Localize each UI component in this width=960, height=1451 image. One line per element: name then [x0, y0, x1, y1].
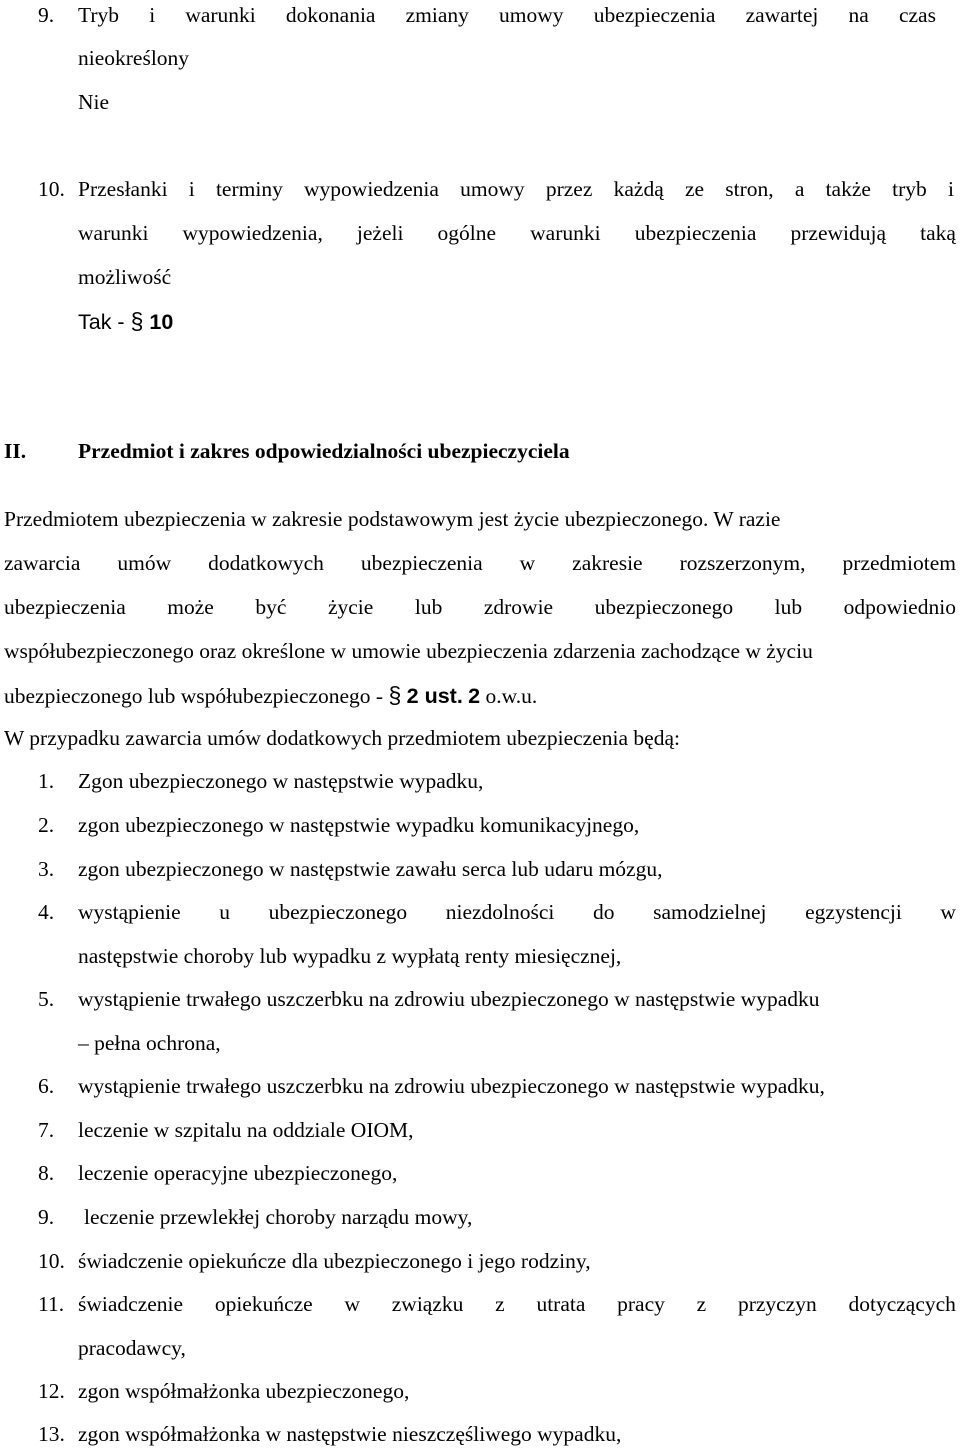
paragraph-line-3	[4, 594, 956, 620]
list-item: Zgon ubezpieczonego w następstwie wypadku,	[78, 769, 484, 793]
list-item: wystąpienie trwałego uszczerbku na zdrowiu ubezpieczonego w następstwie wypadku,	[78, 1074, 825, 1098]
word: także	[825, 177, 871, 201]
word: wypowiedzenia,	[182, 221, 323, 245]
word: zawarcia	[4, 551, 81, 575]
word: dodatkowych	[208, 551, 324, 575]
word: czas	[898, 3, 936, 27]
word: dokonania	[285, 3, 376, 27]
word: może	[167, 595, 214, 619]
paragraph-line-5	[4, 682, 537, 709]
list-item-number: 1.	[38, 769, 55, 793]
word: umowy	[499, 3, 564, 27]
list-item-number: 5.	[38, 987, 55, 1011]
list-item-number: 6.	[38, 1074, 55, 1098]
item-10-title-line2	[78, 220, 956, 246]
word: ze	[684, 177, 705, 201]
section-symbol: §	[388, 682, 402, 708]
word: odpowiednio	[843, 595, 956, 619]
word: utrata	[536, 1292, 586, 1316]
word: u	[219, 900, 231, 924]
item-9-answer: Nie	[78, 90, 110, 114]
word: wystąpienie	[78, 900, 181, 924]
paragraph-line-4: współubezpieczonego oraz określone w umowie ubezpieczenia zdarzenia zachodzące w życiu	[4, 639, 813, 663]
word: a	[794, 177, 805, 201]
item-9-title-line1	[78, 2, 936, 28]
word: w	[344, 1292, 360, 1316]
list-item-number: 8.	[38, 1161, 55, 1185]
word: Tryb	[78, 3, 120, 27]
list-item-number: 4.	[38, 900, 55, 924]
list-item: świadczenie opiekuńcze dla ubezpieczonego i jego rodziny,	[78, 1249, 591, 1273]
list-item-number: 10.	[38, 1249, 65, 1273]
word: i	[947, 177, 954, 201]
word: dotyczących	[848, 1292, 956, 1316]
word: z	[696, 1292, 707, 1316]
reference-number: 2	[468, 684, 481, 708]
word: ubezpieczenia	[634, 221, 757, 245]
word: lub	[414, 595, 443, 619]
word: umowy	[460, 177, 525, 201]
word: wypowiedzenia	[304, 177, 439, 201]
word: tryb	[892, 177, 927, 201]
word: zakresie	[572, 551, 643, 575]
word: lub	[774, 595, 803, 619]
word: taką	[920, 221, 956, 245]
list-item	[78, 1291, 956, 1317]
paragraph-line-2	[4, 550, 956, 576]
list-item: zgon ubezpieczonego w następstwie zawału serca lub udaru mózgu,	[78, 857, 663, 881]
word: ubezpieczenia	[593, 3, 716, 27]
word: umów	[117, 551, 172, 575]
word: opiekuńcze	[214, 1292, 313, 1316]
word: terminy	[215, 177, 283, 201]
item-9-title-line2: nieokreślony	[78, 46, 190, 70]
word: przyczyn	[737, 1292, 817, 1316]
word: niezdolności	[445, 900, 555, 924]
list-item: zgon współmałżonka w następstwie nieszczęśliwego wypadku,	[78, 1422, 622, 1446]
list-item: zgon współmałżonka ubezpieczonego,	[78, 1379, 410, 1403]
word: przez	[545, 177, 593, 201]
word: Przesłanki	[78, 177, 168, 201]
list-item: leczenie operacyjne ubezpieczonego,	[78, 1161, 398, 1185]
reference-owu: o.w.u.	[480, 684, 538, 708]
word: każdą	[613, 177, 664, 201]
list-item-continuation: następstwie choroby lub wypadku z wypłatą renty miesięcznej,	[78, 944, 622, 968]
word: związku	[391, 1292, 464, 1316]
list-item: leczenie przewlekłej choroby narządu mowy,	[84, 1205, 473, 1229]
word: ubezpieczenia	[360, 551, 483, 575]
item-10-title-line3: możliwość	[78, 265, 172, 289]
section-number: II.	[4, 439, 27, 463]
answer-prefix: Tak -	[78, 310, 131, 334]
section-title: Przedmiot i zakres odpowiedzialności ubezpieczyciela	[78, 439, 570, 463]
list-item-number: 3.	[38, 857, 55, 881]
item-9-number: 9.	[38, 3, 55, 27]
word: świadczenie	[78, 1292, 184, 1316]
word: z	[495, 1292, 505, 1316]
word: stron,	[725, 177, 774, 201]
list-item-number: 7.	[38, 1118, 55, 1142]
list-item: leczenie w szpitalu na oddziale OIOM,	[78, 1118, 414, 1142]
answer-number: 10	[149, 310, 174, 334]
list-item	[78, 899, 956, 925]
word: warunki	[185, 3, 256, 27]
word: do	[592, 900, 615, 924]
word: być	[255, 595, 287, 619]
list-item-continuation: – pełna ochrona,	[78, 1031, 221, 1055]
word: zawartej	[745, 3, 819, 27]
paragraph-line-6: W przypadku zawarcia umów dodatkowych przedmiotem ubezpieczenia będą:	[4, 726, 680, 750]
list-item-number: 2.	[38, 813, 55, 837]
word: przedmiotem	[842, 551, 956, 575]
list-item-number: 12.	[38, 1379, 65, 1403]
word: jeżeli	[356, 221, 404, 245]
word: na	[848, 3, 869, 27]
paragraph-line-1: Przedmiotem ubezpieczenia w zakresie podstawowym jest życie ubezpieczonego. W razie	[4, 507, 781, 531]
word: warunki	[78, 221, 149, 245]
word: egzystencji	[805, 900, 902, 924]
word: życie	[327, 595, 374, 619]
list-item-continuation: pracodawcy,	[78, 1336, 186, 1360]
word: pracy	[617, 1292, 665, 1316]
item-10-answer	[78, 308, 173, 335]
word: i	[188, 177, 195, 201]
word: zdrowie	[483, 595, 554, 619]
word: rozszerzonym,	[679, 551, 806, 575]
word: warunki	[530, 221, 601, 245]
list-item-number: 13.	[38, 1422, 65, 1446]
list-item-number: 9.	[38, 1205, 55, 1229]
word: ubezpieczonego	[594, 595, 734, 619]
paragraph-line-5-text: ubezpieczonego lub współubezpieczonego -	[4, 684, 389, 708]
word: ubezpieczonego	[268, 900, 408, 924]
list-item: zgon ubezpieczonego w następstwie wypadku komunikacyjnego,	[78, 813, 640, 837]
word: przewidują	[790, 221, 887, 245]
word: i	[149, 3, 156, 27]
word: zmiany	[405, 3, 469, 27]
list-item-number: 11.	[38, 1292, 65, 1316]
word: ogólne	[437, 221, 497, 245]
word: samodzielnej	[653, 900, 767, 924]
word: w	[519, 551, 536, 575]
reference-ust: 2 ust.	[406, 684, 463, 708]
section-symbol: §	[130, 308, 144, 334]
item-10-number: 10.	[38, 177, 65, 201]
list-item: wystąpienie trwałego uszczerbku na zdrowiu ubezpieczonego w następstwie wypadku	[78, 987, 820, 1011]
word: w	[940, 900, 956, 924]
word: ubezpieczenia	[4, 595, 126, 619]
item-10-title-line1	[78, 176, 954, 202]
